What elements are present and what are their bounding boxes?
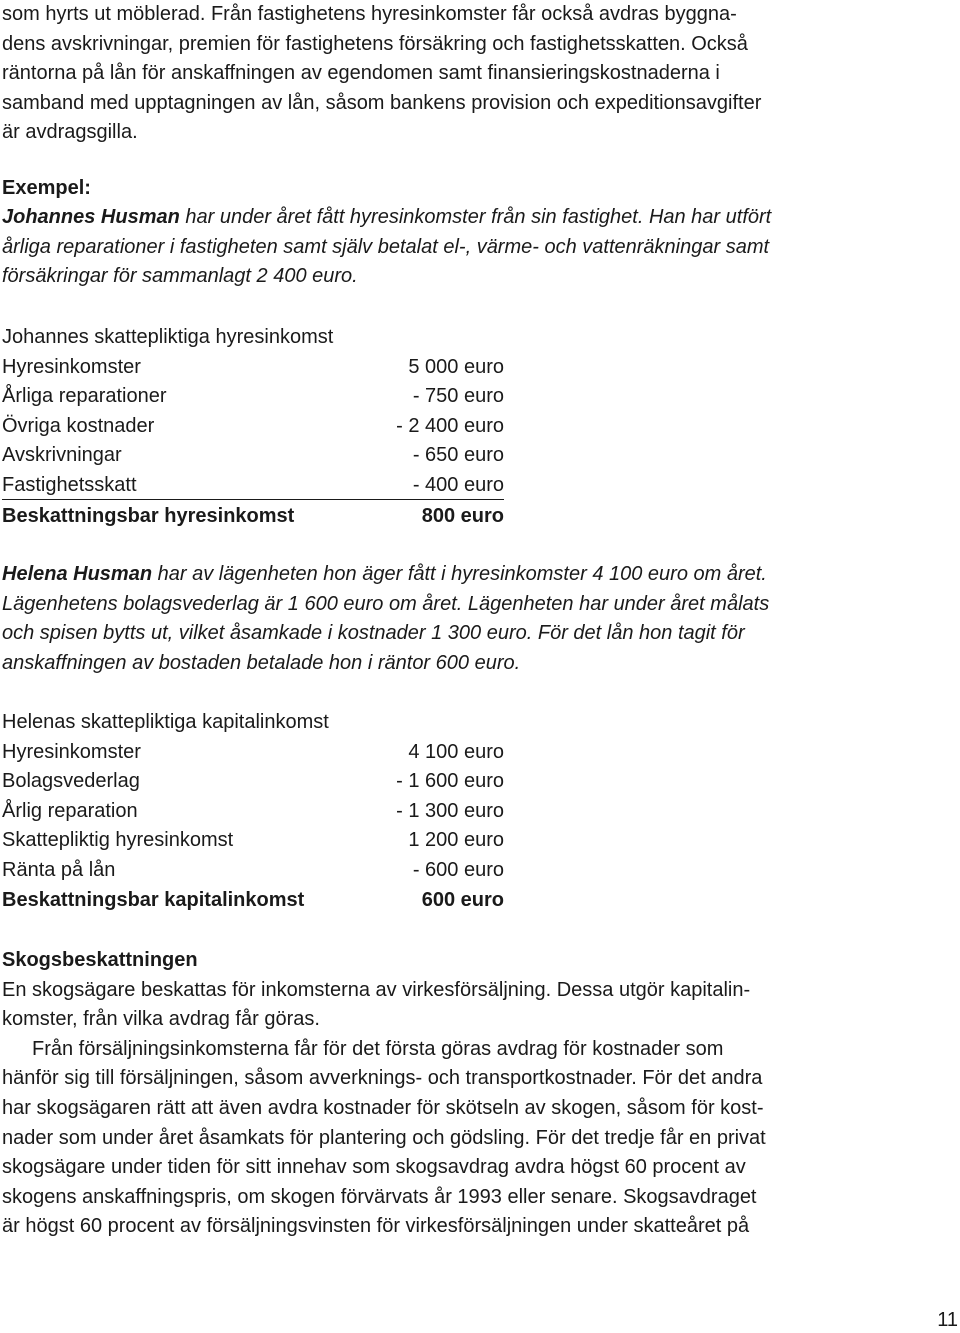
text-line: Lägenhetens bolagsvederlag är 1 600 euro om året. Lägenheten har under året målats <box>2 592 770 615</box>
text-line: dens avskrivningar, premien för fastighetens försäkring och fastighetsskatten. Också <box>2 32 748 55</box>
row-label: Avskrivningar <box>2 444 122 467</box>
text-line <box>2 560 882 590</box>
calculation-row <box>2 353 504 383</box>
forest-taxation-section <box>2 946 882 1242</box>
total-value: 600 euro <box>421 888 504 911</box>
row-value: - 600 euro <box>412 858 504 881</box>
calculation-row <box>2 826 504 856</box>
text-line: och spisen bytts ut, vilket åsamkade i kostnader 1 300 euro. För det lån hon tagit för <box>2 622 745 645</box>
page-number: 11 <box>937 1309 958 1331</box>
text-line <box>2 203 882 233</box>
helena-paragraph <box>2 560 882 678</box>
row-label: Fastighetsskatt <box>2 473 137 496</box>
row-label: Bolagsvederlag <box>2 770 140 793</box>
total-label: Beskattningsbar kapitalinkomst <box>2 888 305 911</box>
capital-income-calculation <box>2 708 504 915</box>
rental-income-calculation <box>2 323 504 531</box>
calculation-total-row <box>2 886 504 916</box>
row-value: 5 000 euro <box>408 355 504 378</box>
text-line: anskaffningen av bostaden betalade hon i räntor 600 euro. <box>2 651 521 674</box>
text-line: Från försäljningsinkomsterna får för det första göras avdrag för kostnader som <box>32 1037 724 1060</box>
text-line: komster, från vilka avdrag får göras. <box>2 1008 320 1031</box>
row-label: Övriga kostnader <box>2 414 155 437</box>
row-value: 4 100 euro <box>408 740 504 763</box>
text-line: räntorna på lån för anskaffningen av egendomen samt finansieringskostnaderna i <box>2 62 720 85</box>
total-value: 800 euro <box>421 504 504 527</box>
row-value: - 400 euro <box>412 473 504 496</box>
example-heading: Exempel: <box>2 177 91 199</box>
row-value: - 750 euro <box>412 385 504 408</box>
text-line: är avdragsgilla. <box>2 121 138 144</box>
text-line: är högst 60 procent av försäljningsvinsten för virkesförsäljningen under skatteåret på <box>2 1215 750 1238</box>
row-label: Årlig reparation <box>2 799 138 822</box>
row-value: 1 200 euro <box>408 829 504 852</box>
row-value: - 650 euro <box>412 444 504 467</box>
row-value: - 1 300 euro <box>396 799 504 822</box>
calculation-row <box>2 412 504 442</box>
text-line: nader som under året åsamkats för plantering och gödsling. För det tredje får en privat <box>2 1126 766 1149</box>
row-label: Årliga reparationer <box>2 385 167 408</box>
row-label: Hyresinkomster <box>2 355 141 378</box>
text-line: försäkringar för sammanlagt 2 400 euro. <box>2 265 358 288</box>
row-label: Ränta på lån <box>2 858 116 881</box>
calculation-row <box>2 856 504 886</box>
calculation-row <box>2 471 504 500</box>
text-line: samband med upptagningen av lån, såsom bankens provision och expeditionsavgifter <box>2 91 762 114</box>
text-line: hänför sig till försäljningen, såsom avverknings- och transportkostnader. För det andra <box>2 1067 763 1090</box>
text-line: som hyrts ut möblerad. Från fastighetens hyresinkomster får också avdras byggna- <box>2 3 737 25</box>
calculation-title: Johannes skattepliktiga hyresinkomst <box>2 326 334 348</box>
calculation-row <box>2 797 504 827</box>
helena-text: har av lägenheten hon äger fått i hyresinkomster 4 100 euro om året. <box>152 563 767 585</box>
intro-paragraph <box>2 0 882 148</box>
example-person-name: Johannes Husman <box>2 206 180 228</box>
helena-person-name: Helena Husman <box>2 563 153 585</box>
calculation-row <box>2 767 504 797</box>
section-heading: Skogsbeskattningen <box>2 949 198 971</box>
example-paragraph <box>2 203 882 292</box>
row-label: Hyresinkomster <box>2 740 141 763</box>
row-label: Skattepliktig hyresinkomst <box>2 829 234 852</box>
calculation-row <box>2 738 504 768</box>
text-line: årliga reparationer i fastigheten samt själv betalat el-, värme- och vattenräkningar samt <box>2 235 770 258</box>
total-label: Beskattningsbar hyresinkomst <box>2 504 295 527</box>
text-line: skogens anskaffningspris, om skogen förvärvats år 1993 eller senare. Skogsavdraget <box>2 1185 757 1208</box>
calculation-total-row <box>2 502 504 532</box>
calculation-row <box>2 441 504 471</box>
example-text: har under året fått hyresinkomster från sin fastighet. Han har utfört <box>179 206 772 228</box>
calculation-row <box>2 382 504 412</box>
row-value: - 1 600 euro <box>396 770 504 793</box>
text-line: skogsägare under tiden för sitt innehav som skogsavdrag avdra högst 60 procent av <box>2 1156 746 1179</box>
row-value: - 2 400 euro <box>396 414 504 437</box>
calculation-title: Helenas skattepliktiga kapitalinkomst <box>2 711 329 733</box>
text-line: har skogsägaren rätt att även avdra kostnader för skötseln av skogen, såsom för kost- <box>2 1096 764 1119</box>
text-line: En skogsägare beskattas för inkomsterna av virkesförsäljning. Dessa utgör kapitalin- <box>2 978 751 1001</box>
